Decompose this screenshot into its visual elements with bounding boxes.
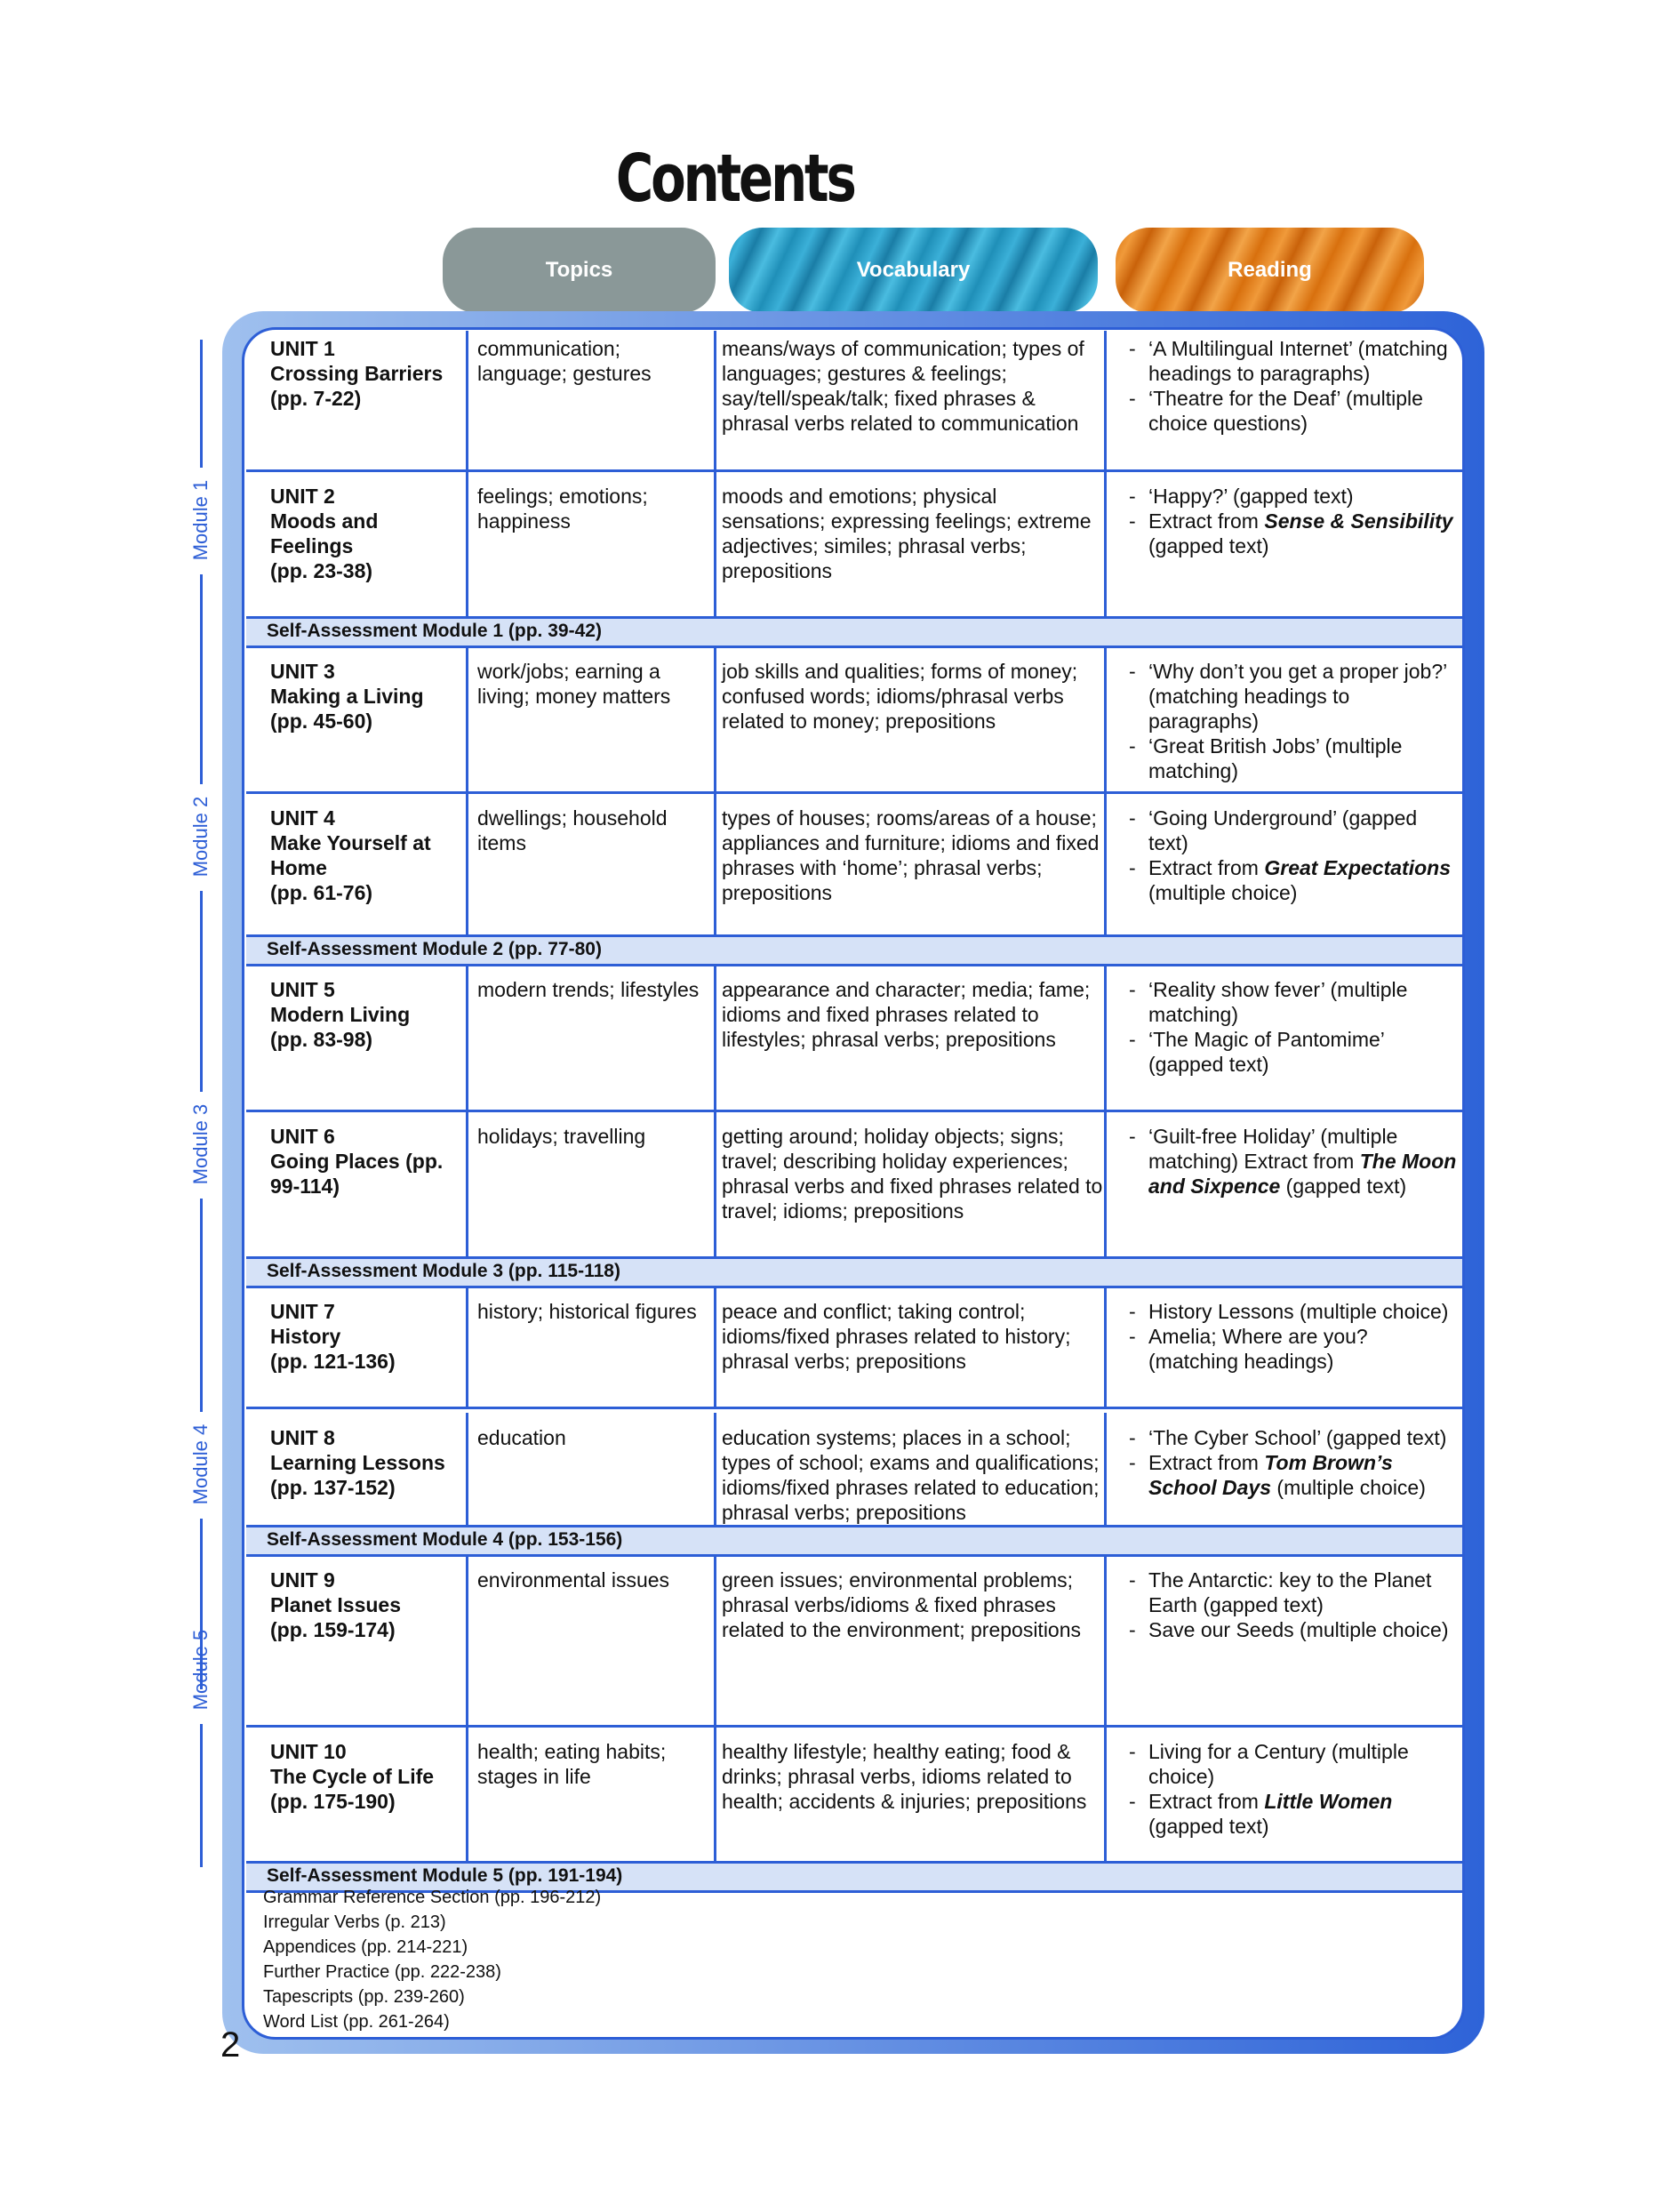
reading-cell: [1129, 1124, 1458, 1199]
reading-item: [1129, 1027, 1458, 1077]
topics-cell: health; eating habits; stages in life: [477, 1740, 667, 1788]
module-line: [200, 1724, 203, 1868]
reading-item: [1129, 1617, 1458, 1642]
reading-item: [1129, 659, 1458, 734]
reading-cell: [1129, 336, 1458, 436]
row-divider: [246, 1554, 1462, 1557]
row-divider: [246, 1407, 1462, 1409]
column-divider: [466, 1555, 468, 1728]
reading-text: [1148, 1425, 1458, 1450]
unit-pages: (pp. 23-38): [270, 559, 373, 582]
reading-text: [1148, 484, 1458, 509]
module-label: Module 4: [189, 1423, 212, 1504]
reading-text: [1148, 1789, 1458, 1839]
book-title: Sense & Sensibility: [1264, 509, 1453, 533]
bullet-dash: -: [1129, 660, 1136, 683]
reading-segment: Extract from: [1148, 509, 1265, 533]
unit-name: Learning Lessons: [270, 1451, 445, 1474]
column-divider: [466, 793, 468, 934]
vocabulary-cell: moods and emotions; physical sensations; expressing feelings; extreme adjectives; similes; phrasal verbs; prepositions: [722, 485, 1092, 582]
bullet-dash: -: [1129, 978, 1136, 1001]
unit-number: UNIT 1: [270, 337, 335, 360]
unit-heading: [270, 1568, 466, 1642]
reading-text: [1148, 734, 1458, 783]
self-assessment-label: Self-Assessment Module 2 (pp. 77-80): [267, 939, 602, 959]
unit-name: Make Yourself at Home: [270, 831, 431, 879]
unit-number: UNIT 4: [270, 806, 335, 830]
column-divider: [1104, 1413, 1107, 1525]
unit-heading: [270, 1124, 466, 1199]
reading-segment: Extract from: [1148, 856, 1265, 879]
reading-item: [1129, 1568, 1458, 1617]
reading-cell: [1129, 1425, 1458, 1500]
reading-segment: History Lessons (multiple choice): [1148, 1300, 1449, 1323]
unit-number: UNIT 6: [270, 1125, 335, 1148]
column-divider: [714, 1413, 716, 1525]
column-divider: [714, 1727, 716, 1861]
module-label: Module 2: [189, 796, 212, 877]
column-divider: [466, 1287, 468, 1409]
unit-name: Planet Issues: [270, 1593, 402, 1616]
column-divider: [1104, 1727, 1107, 1861]
column-divider: [714, 793, 716, 934]
column-divider: [466, 965, 468, 1112]
vocabulary-cell: appearance and character; media; fame; idioms and fixed phrases related to lifestyles; phrasal verbs; prepositions: [722, 978, 1091, 1051]
topics-cell: modern trends; lifestyles: [477, 978, 700, 1001]
reading-segment: (gapped text): [1280, 1175, 1407, 1198]
reading-segment: Extract from: [1148, 1451, 1265, 1474]
reading-segment: Save our Seeds (multiple choice): [1148, 1618, 1449, 1641]
bullet-dash: -: [1129, 1618, 1136, 1641]
unit-heading: [270, 977, 466, 1052]
column-divider: [714, 471, 716, 616]
bullet-dash: -: [1129, 337, 1136, 360]
reading-text: [1148, 855, 1458, 905]
unit-number: UNIT 3: [270, 660, 335, 683]
reading-segment: ‘Great British Jobs’ (multiple matching): [1148, 734, 1403, 782]
self-assessment-label: Self-Assessment Module 3 (pp. 115-118): [267, 1261, 620, 1281]
reading-text: [1148, 1299, 1458, 1324]
bullet-dash: -: [1129, 734, 1136, 758]
row-divider: [246, 1861, 1462, 1864]
reading-text: [1148, 1617, 1458, 1642]
reading-cell: [1129, 1299, 1458, 1374]
reading-item: [1129, 734, 1458, 783]
column-divider: [1104, 331, 1107, 472]
unit-pages: (pp. 175-190): [270, 1790, 396, 1813]
reading-segment: Living for a Century (multiple choice): [1148, 1740, 1409, 1788]
topics-cell: history; historical figures: [477, 1300, 697, 1323]
row-divider: [246, 645, 1462, 648]
bullet-dash: -: [1129, 1300, 1136, 1323]
unit-name: Crossing Barriers: [270, 362, 444, 385]
column-divider: [466, 471, 468, 616]
unit-pages: (pp. 7-22): [270, 387, 362, 410]
column-divider: [714, 1287, 716, 1409]
row-divider: [246, 1525, 1462, 1527]
column-divider: [714, 646, 716, 794]
reading-item: [1129, 1425, 1458, 1450]
reading-cell: [1129, 659, 1458, 783]
bullet-dash: -: [1129, 1790, 1136, 1813]
unit-name: Moods and Feelings: [270, 509, 379, 557]
reading-item: [1129, 855, 1458, 905]
unit-heading: [270, 806, 466, 905]
reading-item: [1129, 1789, 1458, 1839]
unit-heading: [270, 1299, 466, 1374]
vocabulary-cell: means/ways of communication; types of languages; gestures & feelings; say/tell/speak/talk; fixed phrases & phrasal verbs related to communication: [722, 337, 1084, 435]
unit-heading: [270, 1425, 466, 1500]
row-divider: [246, 1110, 1462, 1112]
topics-cell: environmental issues: [477, 1568, 670, 1592]
reading-text: [1148, 1124, 1458, 1199]
page-number: 2: [220, 2025, 241, 2065]
unit-name: The Cycle of Life: [270, 1765, 435, 1788]
reading-text: [1148, 1568, 1458, 1617]
book-title: Great Expectations: [1264, 856, 1451, 879]
column-divider: [1104, 471, 1107, 616]
column-divider: [466, 1111, 468, 1256]
module-line: [200, 689, 203, 784]
book-title: Little Women: [1264, 1790, 1393, 1813]
unit-number: UNIT 8: [270, 1426, 335, 1449]
column-divider: [714, 1111, 716, 1256]
column-divider: [466, 1413, 468, 1525]
reading-item: [1129, 1124, 1458, 1199]
reading-segment: ‘Happy?’ (gapped text): [1148, 485, 1354, 508]
topics-cell: education: [477, 1426, 566, 1449]
unit-heading: [270, 659, 466, 734]
reading-cell: [1129, 484, 1458, 558]
unit-pages: (pp. 83-98): [270, 1028, 373, 1051]
tab-reading: Reading: [1116, 228, 1424, 313]
reading-segment: (gapped text): [1148, 1815, 1269, 1838]
unit-number: UNIT 5: [270, 978, 335, 1001]
unit-heading: [270, 336, 466, 411]
reading-item: [1129, 1299, 1458, 1324]
row-divider: [246, 1286, 1462, 1288]
bullet-dash: -: [1129, 485, 1136, 508]
book-title: The Moon and Sixpence: [1148, 1150, 1457, 1198]
bullet-dash: -: [1129, 806, 1136, 830]
module-line: [200, 1598, 203, 1617]
topics-cell: dwellings; household items: [477, 806, 668, 854]
appendix-item: Appendices (pp. 214-221): [263, 1937, 468, 1957]
reading-segment: ‘The Cyber School’ (gapped text): [1148, 1426, 1447, 1449]
column-divider: [1104, 965, 1107, 1112]
reading-segment: ‘Theatre for the Deaf’ (multiple choice questions): [1148, 387, 1423, 435]
appendix-item: Tapescripts (pp. 239-260): [263, 1987, 465, 2007]
bullet-dash: -: [1129, 509, 1136, 533]
vocabulary-cell: getting around; holiday objects; signs; travel; describing holiday experiences; phrasal verbs and fixed phrases related to travel; idioms; prepositions: [722, 1125, 1103, 1223]
bullet-dash: -: [1129, 1426, 1136, 1449]
reading-segment: The Antarctic: key to the Planet Earth (gapped text): [1148, 1568, 1432, 1616]
unit-number: UNIT 9: [270, 1568, 335, 1592]
bullet-dash: -: [1129, 387, 1136, 410]
module-line: [200, 1007, 203, 1092]
book-title: Tom Brown’s School Days: [1148, 1451, 1393, 1499]
unit-pages: (pp. 45-60): [270, 710, 373, 733]
reading-segment: Extract from: [1148, 1790, 1265, 1813]
vocabulary-cell: healthy lifestyle; healthy eating; food & drinks; phrasal verbs, idioms related to health; accidents & injuries; prepositions: [722, 1740, 1087, 1813]
self-assessment-label: Self-Assessment Module 4 (pp. 153-156): [267, 1529, 623, 1550]
reading-item: [1129, 806, 1458, 855]
column-divider: [1104, 1555, 1107, 1728]
reading-segment: ‘Reality show fever’ (multiple matching): [1148, 978, 1408, 1026]
reading-segment: (gapped text): [1148, 534, 1269, 557]
column-divider: [1104, 1111, 1107, 1256]
module-label: Module 5: [189, 1629, 212, 1710]
column-divider: [1104, 1287, 1107, 1409]
self-assessment-label: Self-Assessment Module 1 (pp. 39-42): [267, 621, 602, 641]
unit-pages: (pp. 121-136): [270, 1350, 396, 1373]
vocabulary-cell: peace and conflict; taking control; idioms/fixed phrases related to history; phrasal verbs; prepositions: [722, 1300, 1071, 1373]
reading-cell: [1129, 1739, 1458, 1839]
topics-cell: holidays; travelling: [477, 1125, 646, 1148]
reading-text: [1148, 509, 1458, 558]
unit-name: Going Places (pp. 99-114): [270, 1150, 444, 1198]
reading-text: [1148, 1324, 1458, 1374]
bullet-dash: -: [1129, 1568, 1136, 1592]
bullet-dash: -: [1129, 1451, 1136, 1474]
column-divider: [466, 646, 468, 794]
reading-text: [1148, 806, 1458, 855]
topics-cell: feelings; emotions; happiness: [477, 485, 648, 533]
module-line: [200, 340, 203, 468]
column-divider: [1104, 646, 1107, 794]
reading-segment: ‘A Multilingual Internet’ (matching headings to paragraphs): [1148, 337, 1448, 385]
vocabulary-cell: green issues; environmental problems; phrasal verbs/idioms & fixed phrases related to the environment; prepositions: [722, 1568, 1082, 1641]
bullet-dash: -: [1129, 1028, 1136, 1051]
column-divider: [714, 965, 716, 1112]
reading-text: [1148, 336, 1458, 386]
reading-item: [1129, 1324, 1458, 1374]
column-divider: [1104, 793, 1107, 934]
reading-cell: [1129, 977, 1458, 1077]
bullet-dash: -: [1129, 1740, 1136, 1763]
vocabulary-cell: types of houses; rooms/areas of a house; appliances and furniture; idioms and fixed phrases with ‘home’; phrasal verbs; prepositions: [722, 806, 1100, 904]
unit-pages: (pp. 61-76): [270, 881, 373, 904]
reading-text: [1148, 1739, 1458, 1789]
vocabulary-cell: education systems; places in a school; types of school; exams and qualifications; idioms/fixed phrases related to education; phrasal verbs; prepositions: [722, 1426, 1100, 1524]
tab-topics: Topics: [443, 228, 716, 313]
reading-item: [1129, 1739, 1458, 1789]
unit-number: UNIT 7: [270, 1300, 335, 1323]
column-divider: [714, 331, 716, 472]
column-divider: [466, 331, 468, 472]
reading-item: [1129, 336, 1458, 386]
unit-number: UNIT 10: [270, 1740, 347, 1763]
appendix-list: [263, 1885, 601, 2034]
unit-name: Making a Living: [270, 685, 424, 708]
unit-heading: [270, 484, 466, 583]
reading-segment: ‘Why don’t you get a proper job?’ (matching headings to paragraphs): [1148, 660, 1447, 733]
row-divider: [246, 469, 1462, 472]
reading-text: [1148, 659, 1458, 734]
row-divider: [246, 1256, 1462, 1259]
reading-cell: [1129, 1568, 1458, 1642]
reading-text: [1148, 1450, 1458, 1500]
unit-name: History: [270, 1325, 341, 1348]
reading-text: [1148, 386, 1458, 436]
module-label: Module 1: [189, 479, 212, 561]
reading-item: [1129, 386, 1458, 436]
reading-item: [1129, 509, 1458, 558]
unit-heading: [270, 1739, 466, 1814]
appendix-item: Further Practice (pp. 222-238): [263, 1962, 501, 1982]
reading-segment: ‘Guilt-free Holiday’ (multiple matching) Extract from: [1148, 1125, 1398, 1173]
row-divider: [246, 964, 1462, 966]
bullet-dash: -: [1129, 856, 1136, 879]
unit-number: UNIT 2: [270, 485, 335, 508]
reading-segment: ‘Going Underground’ (gapped text): [1148, 806, 1418, 854]
self-assessment-label: Self-Assessment Module 5 (pp. 191-194): [267, 1865, 623, 1886]
page-title: Contents: [615, 140, 854, 217]
column-divider: [714, 1555, 716, 1728]
unit-pages: (pp. 137-152): [270, 1476, 396, 1499]
tab-vocabulary: Vocabulary: [729, 228, 1098, 313]
unit-pages: (pp. 159-174): [270, 1618, 396, 1641]
reading-text: [1148, 977, 1458, 1027]
reading-item: [1129, 1450, 1458, 1500]
reading-segment: (multiple choice): [1148, 881, 1298, 904]
module-line: [200, 1329, 203, 1412]
row-divider: [246, 934, 1462, 937]
reading-cell: [1129, 806, 1458, 905]
bullet-dash: -: [1129, 1125, 1136, 1148]
reading-segment: (multiple choice): [1271, 1476, 1426, 1499]
module-label: Module 3: [189, 1103, 212, 1184]
reading-segment: ‘The Magic of Pantomime’ (gapped text): [1148, 1028, 1385, 1076]
appendix-item: Grammar Reference Section (pp. 196-212): [263, 1888, 602, 1907]
reading-text: [1148, 1027, 1458, 1077]
bullet-dash: -: [1129, 1325, 1136, 1348]
row-divider: [246, 616, 1462, 619]
column-divider: [466, 1727, 468, 1861]
topics-cell: work/jobs; earning a living; money matters: [477, 660, 671, 708]
row-divider: [246, 1725, 1462, 1728]
reading-segment: Amelia; Where are you? (matching headings): [1148, 1325, 1368, 1373]
unit-name: Modern Living: [270, 1003, 411, 1026]
reading-item: [1129, 977, 1458, 1027]
appendix-item: Irregular Verbs (p. 213): [263, 1912, 446, 1932]
reading-item: [1129, 484, 1458, 509]
vocabulary-cell: job skills and qualities; forms of money; confused words; idioms/phrasal verbs related to money; prepositions: [722, 660, 1078, 733]
topics-cell: communication; language; gestures: [477, 337, 652, 385]
row-divider: [246, 791, 1462, 794]
appendix-item: Word List (pp. 261-264): [263, 2012, 450, 2032]
